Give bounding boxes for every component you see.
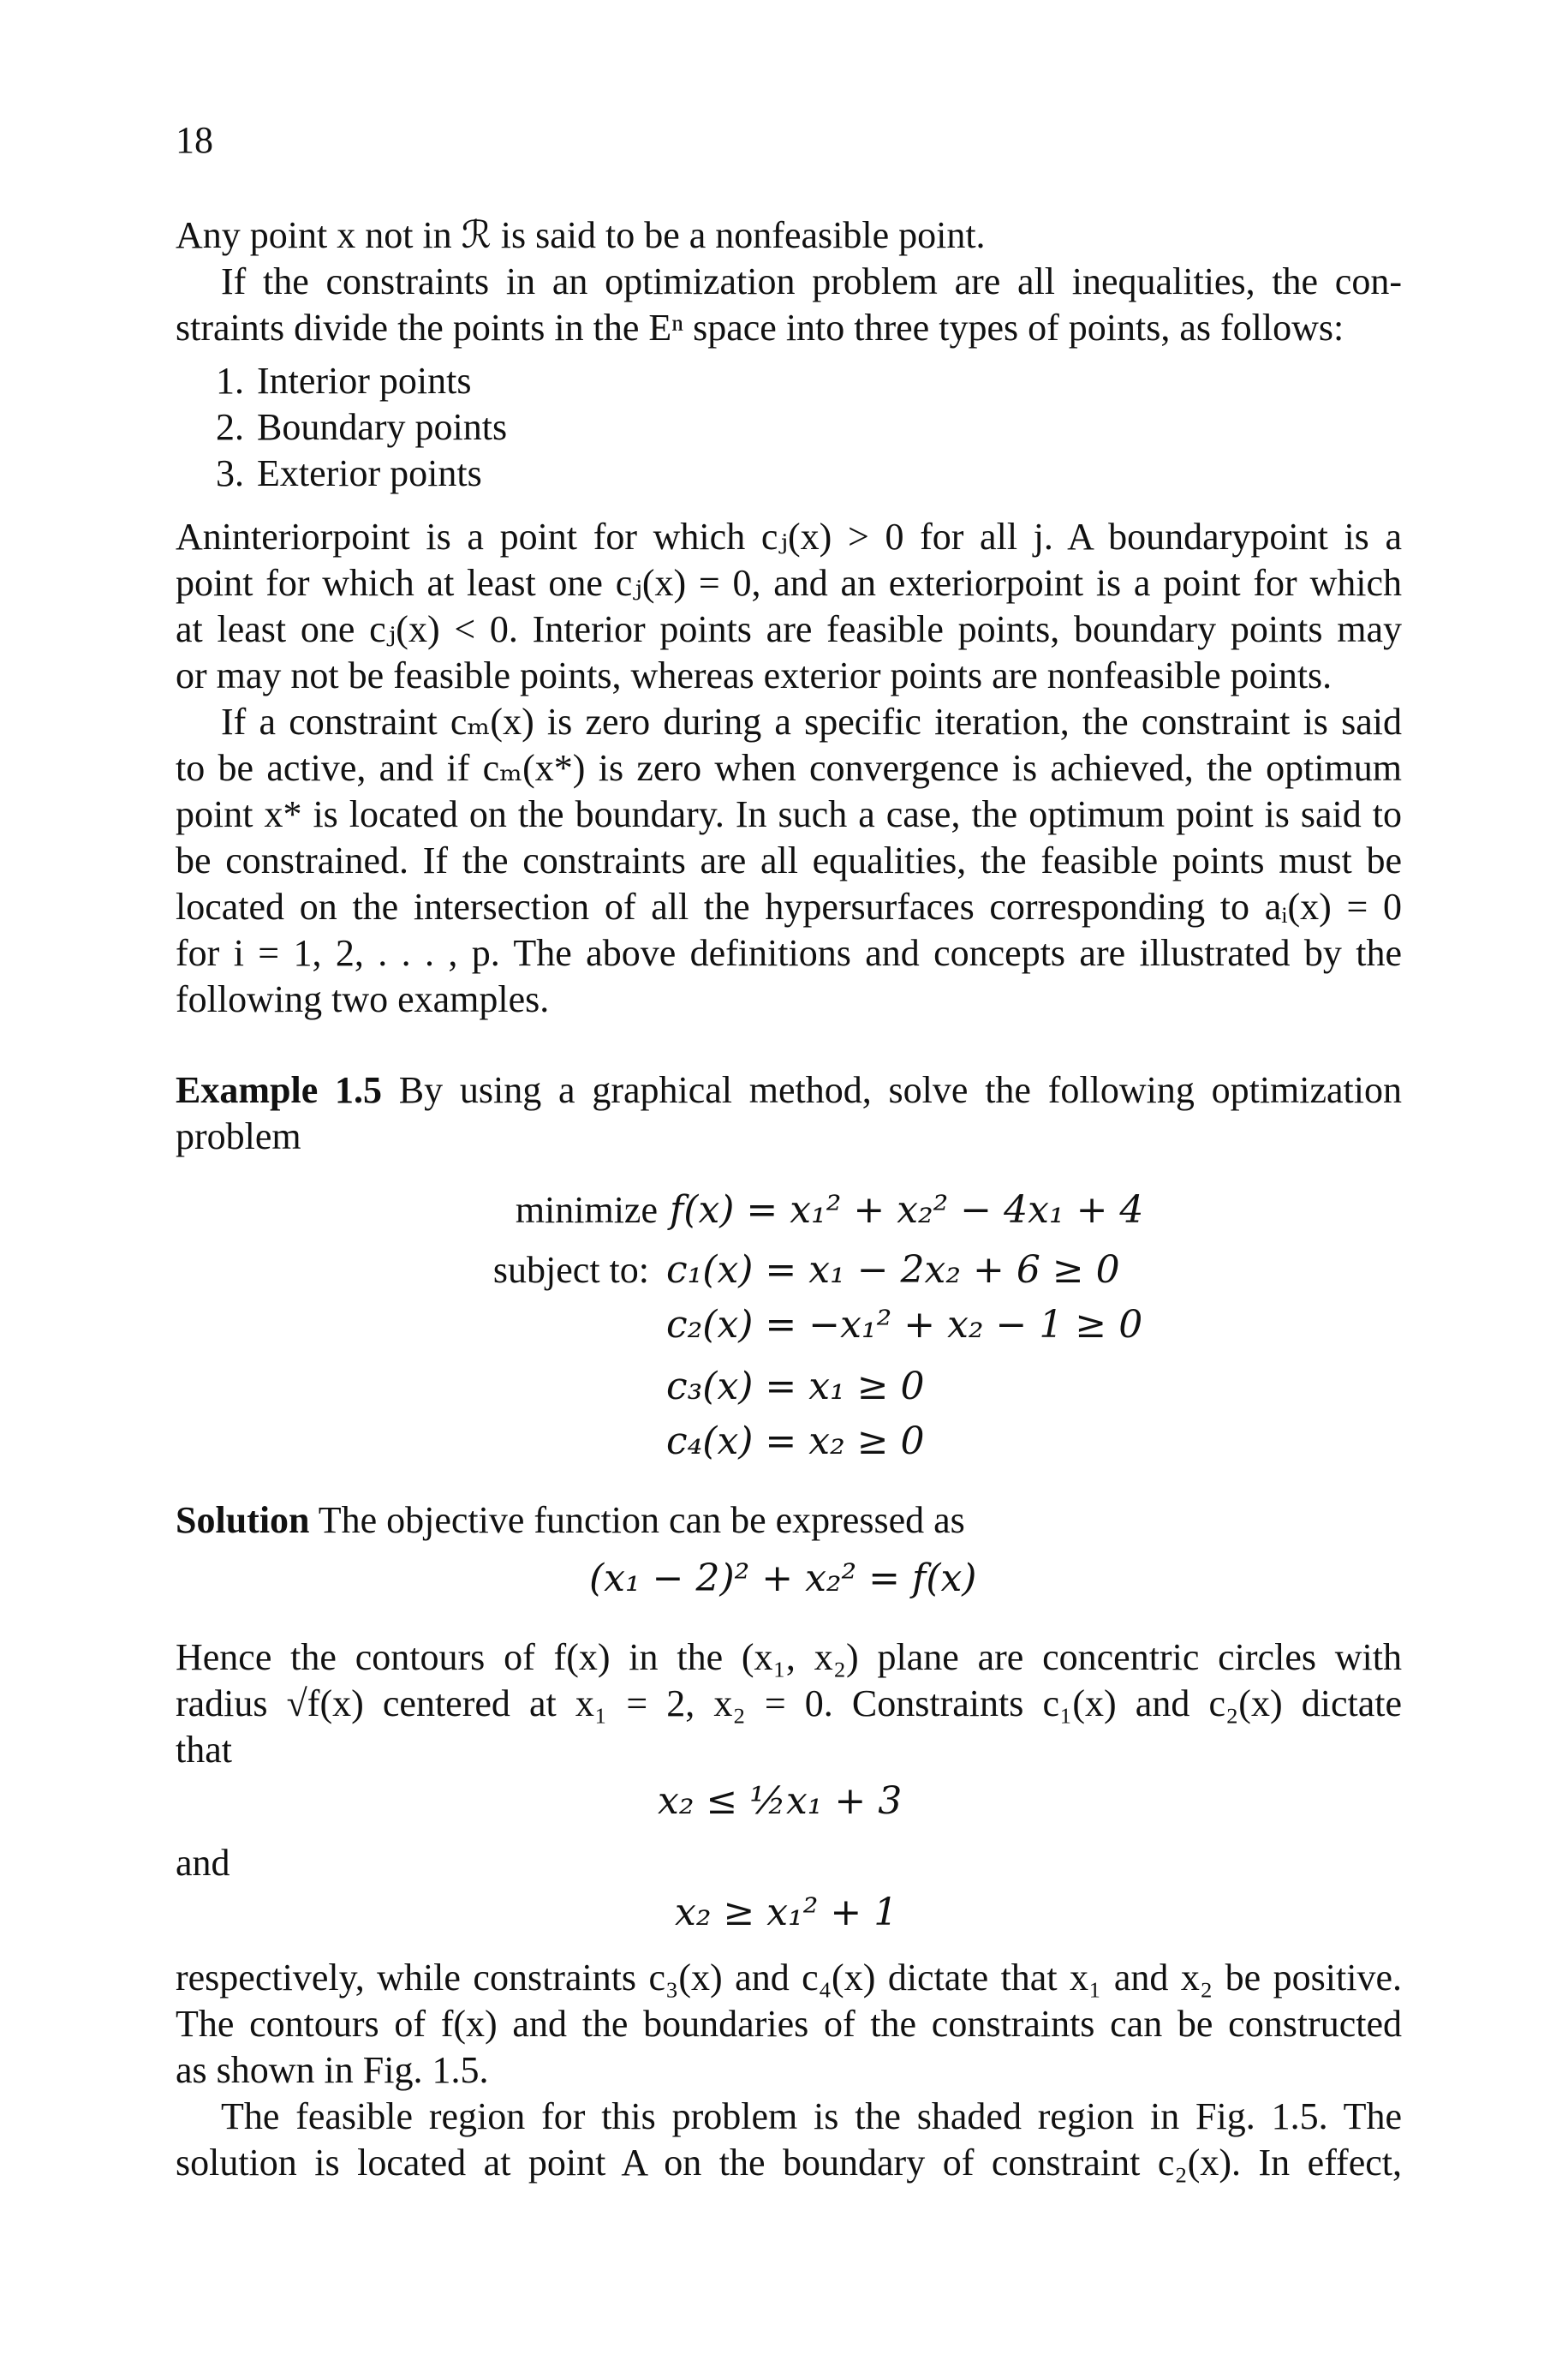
paragraph-active-line1: If a constraint cₘ(x) is zero during a specific iteration, the constraint is said — [221, 701, 1402, 743]
equation-parabola-constraint: x₂ ≥ x₁² + 1 — [675, 1891, 898, 1934]
list-item-label: Interior points — [257, 360, 472, 402]
list-item — [216, 451, 482, 497]
list-item-label: Boundary points — [257, 406, 508, 448]
paragraph-point-types-line4: or may not be feasible points, whereas exterior points are nonfeasible points. — [176, 654, 1333, 696]
page-number: 18 — [176, 119, 213, 161]
and-word: and — [176, 1842, 230, 1884]
constraint-c3: c₃(x) = x₁ ≥ 0 — [666, 1365, 925, 1408]
paragraph-active-line6: for i = 1, 2, . . . , p. The above definitions and concepts are illustrated by the — [176, 932, 1402, 974]
solution-label: Solution — [176, 1499, 310, 1541]
paragraph-constraints-line2: straints divide the points in the Eⁿ space into three types of points, as follows: — [176, 307, 1344, 349]
paragraph-nonfeasible: Any point x not in ℛ is said to be a nonfeasible point. — [176, 214, 986, 256]
list-item-number: 1. — [216, 360, 244, 402]
solution-heading-line — [176, 1497, 1402, 1544]
solution-contours-line3: that — [176, 1729, 232, 1771]
paragraph-constraints-line1: If the constraints in an optimization problem are all inequalities, the con- — [221, 260, 1402, 302]
solution-contours-line2: radius √f(x) centered at x₁ = 2, x₂ = 0. Constraints c₁(x) and c₂(x) dictate — [176, 1682, 1402, 1724]
example-text: By using a graphical method, solve the following optimization — [398, 1069, 1402, 1111]
solution-positive-line1: respectively, while constraints c₃(x) and c₄(x) dictate that x₁ and x₂ be positive. — [176, 1957, 1402, 1999]
constraint-c1: c₁(x) = x₁ − 2x₂ + 6 ≥ 0 — [666, 1248, 1120, 1292]
objective-function: f(x) = x₁² + x₂² − 4x₁ + 4 — [670, 1188, 1144, 1232]
list-item-number: 2. — [216, 406, 244, 448]
constraint-c4: c₄(x) = x₂ ≥ 0 — [666, 1419, 925, 1463]
equation-circle: (x₁ − 2)² + x₂² = f(x) — [589, 1556, 977, 1600]
example-text-line2: problem — [176, 1115, 301, 1157]
paragraph-active-line3: point x* is located on the boundary. In such a case, the optimum point is said to — [176, 793, 1402, 835]
list-item — [216, 358, 472, 404]
example-label: Example 1.5 — [176, 1069, 382, 1111]
solution-positive-line3: as shown in Fig. 1.5. — [176, 2049, 489, 2091]
paragraph-active-line4: be constrained. If the constraints are all equalities, the feasible points must be — [176, 839, 1402, 881]
solution-text: The objective function can be expressed as — [318, 1499, 965, 1541]
subject-to-label: subject to: — [492, 1249, 649, 1291]
solution-positive-line2: The contours of f(x) and the boundaries of the constraints can be constructed — [176, 2003, 1402, 2045]
solution-feasible-line1: The feasible region for this problem is the shaded region in Fig. 1.5. The — [221, 2095, 1402, 2137]
constraint-c2: c₂(x) = −x₁² + x₂ − 1 ≥ 0 — [666, 1303, 1143, 1347]
solution-feasible-line2: solution is located at point A on the boundary of constraint c₂(x). In effect, — [176, 2142, 1402, 2184]
paragraph-point-types-line2: point for which at least one cⱼ(x) = 0, and an exteriorpoint is a point for which — [176, 562, 1402, 604]
paragraph-point-types-line3: at least one cⱼ(x) < 0. Interior points are feasible points, boundary points may — [176, 608, 1402, 650]
minimize-label: minimize — [515, 1189, 658, 1231]
list-item-label: Exterior points — [257, 452, 482, 494]
solution-contours-line1: Hence the contours of f(x) in the (x₁, x₂) plane are concentric circles with — [176, 1636, 1402, 1678]
example-heading-line — [176, 1067, 1402, 1114]
paragraph-point-types-line1: Aninteriorpoint is a point for which cⱼ(x) > 0 for all j. A boundarypoint is a — [176, 516, 1402, 558]
list-item-number: 3. — [216, 452, 244, 494]
list-item — [216, 404, 507, 451]
paragraph-active-line7: following two examples. — [176, 978, 550, 1020]
paragraph-active-line2: to be active, and if cₘ(x*) is zero when convergence is achieved, the optimum — [176, 747, 1402, 789]
paragraph-active-line5: located on the intersection of all the hypersurfaces corresponding to aᵢ(x) = 0 — [176, 886, 1402, 928]
equation-line-constraint: x₂ ≤ ½x₁ + 3 — [658, 1779, 903, 1823]
